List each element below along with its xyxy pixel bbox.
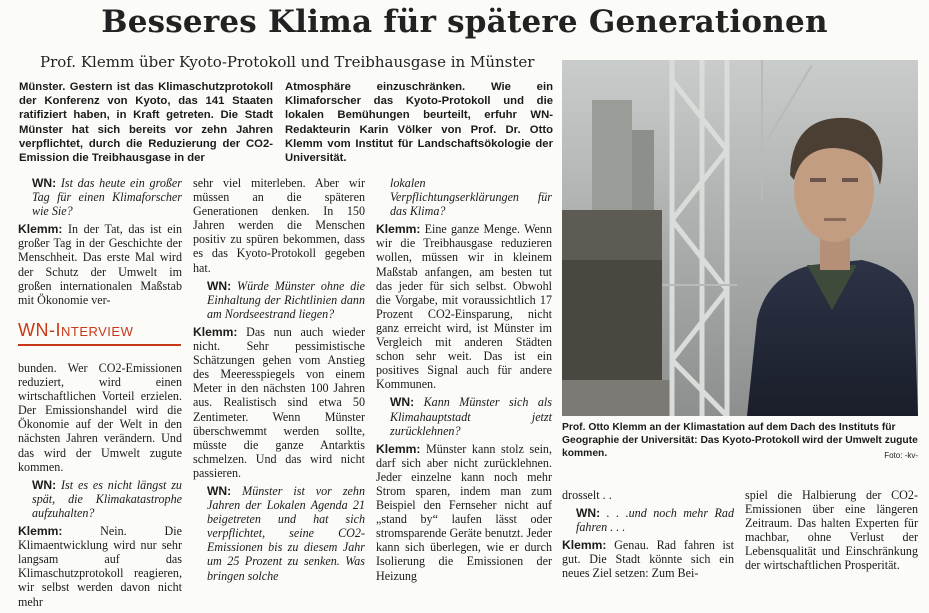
answer-1-continued: bunden. Wer CO2-Emissionen reduziert, wird einen wirtschaftlichen Vorteil erzielen. Der Emissionshandel wird die Ökonomie auf der Welt in den nächsten Jahren verändern. Und das wird der Umwelt zugute kommen. (18, 361, 182, 474)
subheadline: Prof. Klemm über Kyoto-Protokoll und Treibhausgase in Münster (40, 53, 535, 71)
lead-right: Atmosphäre einzuschränken. Wie ein Klimaforscher das Kyoto-Protokoll und die lokalen Bemühungen beurteilt, erfuhr WN-Redakteurin Karin Völker von Prof. Dr. Otto Klemm vom Institut für Landschaftsökologie der Universität. (285, 81, 553, 165)
column-5 (745, 488, 918, 577)
column-1 (18, 176, 182, 311)
photo-image (562, 60, 918, 416)
lead-left: Münster. Gestern ist das Klimaschutzprotokoll der Konferenz von Kyoto, das 141 Staaten ratifiziert haben, in Kraft getreten. Die Stadt Münster hat sich bereits vor zehn Jahren verpflichtet, durch die Reduzierung der CO2-Emission die Treibhausgase in der (19, 81, 273, 165)
photo-caption: Prof. Otto Klemm an der Klimastation auf dem Dach des Instituts für Geographie der Universität: Das Kyoto-Protokoll wird der Umwelt zugute kommen. Foto: -kv- (562, 422, 918, 460)
wn-interview-logo: WN-INTERVIEW (18, 320, 174, 346)
question-4-continued: lokalen Verpflichtungserklärungen für das Klima? (390, 176, 552, 219)
answer-3: Klemm: Das nun auch wieder nicht. Sehr pessimistische Schätzungen gehen vom Anstieg des Meeresspiegels von einem Meter in den nächsten 100 Jahren aus. Realistisch sind etwa 50 Zentimeter. Wenn Münster überschwemmt werden sollte, müsste die ganze Antarktis schmelzen. Und das wird nicht passieren. (193, 324, 365, 480)
answer-6-continued: spiel die Halbierung der CO2-Emissionen über eine längeren Zeitraum. Das halten Experten für machbar, ohne Verlust der Lebensqualität und Einschränkung der wirtschaftlichen Prosperität. (745, 488, 918, 573)
question-2: WN: Ist es es nicht längst zu spät, die Klimakatastrophe aufzuhalten? (32, 477, 182, 520)
column-4 (562, 488, 734, 585)
photo-credit: Foto: -kv- (884, 451, 918, 460)
question-6: WN: . . .und noch mehr Rad fahren . . . (576, 506, 734, 535)
answer-4: Klemm: Eine ganze Menge. Wenn wir die Treibhausgase reduzieren wollen, müssen wir in kleinem Maßstab anfangen, am besten tut das jeder für sich selbst. Obwohl die Vorgabe, mit voraussichtlich 17 Prozent CO2-Einsparung, nicht ganz erreicht wird, ist Münster im Vergleich mit anderen Städten schon sehr weit. Das ist ein positives Signal auch für andere Kommunen. (376, 222, 552, 392)
column-3 (376, 176, 552, 587)
portrait-photo (562, 60, 918, 416)
question-4: WN: Münster ist vor zehn Jahren der Lokalen Agenda 21 beigetreten und hat sich verpflichtet, seine CO2-Emissionen bis zu diesem Jahr um 25 Prozent zu senken. Was bringen solche (207, 483, 365, 583)
answer-2-continued: sehr viel miterleben. Aber wir müssen an die späteren Generationen denken. In 150 Jahren werden die Menschen positiv zu spüren bekommen, dass es das Kyoto-Protokoll gegeben hat. (193, 176, 365, 275)
question-3: WN: Würde Münster ohne die Einhaltung der Richtlinien dann am Nordseestrand liegen? (207, 278, 365, 321)
answer-6: Klemm: Genau. Rad fahren ist gut. Die Stadt könnte sich ein neues Ziel setzen: Zum Bei- (562, 538, 734, 581)
question-5: WN: Kann Münster sich als Klimahauptstadt jetzt zurücklehnen? (390, 395, 552, 438)
column-1-continued (18, 361, 182, 613)
answer-5-continued: drosselt . . (562, 488, 612, 502)
answer-5: Klemm: Münster kann stolz sein, darf sich aber nicht zurücklehnen. Jeder einzelne kann noch mehr Strom sparen, indem man zum Beispiel den Fernseher nicht auf „stand by“ laufen lässt oder stromsparende Geräte benutzt. Jeder kann sich überlegen, wie er durch Isolierung die Emissionen der Heizung (376, 441, 552, 583)
answer-2: Klemm: Nein. Die Klimaentwicklung wird nur sehr langsam auf das Klimaschutzprotokoll reagieren, wir selbst werden davon nicht mehr (18, 524, 182, 609)
answer-1: Klemm: In der Tat, das ist ein großer Tag in der Geschichte der Menschheit. Das erste Mal wird der Schutz der Umwelt im großen internationalen Maßstab mit Ökonomie ver- (18, 222, 182, 307)
column-2 (193, 176, 365, 587)
headline: Besseres Klima für spätere Generationen (101, 4, 828, 40)
question-1: WN: Ist das heute ein großer Tag für einen Klimaforscher wie Sie? (32, 176, 182, 219)
logo-rule (18, 344, 181, 346)
